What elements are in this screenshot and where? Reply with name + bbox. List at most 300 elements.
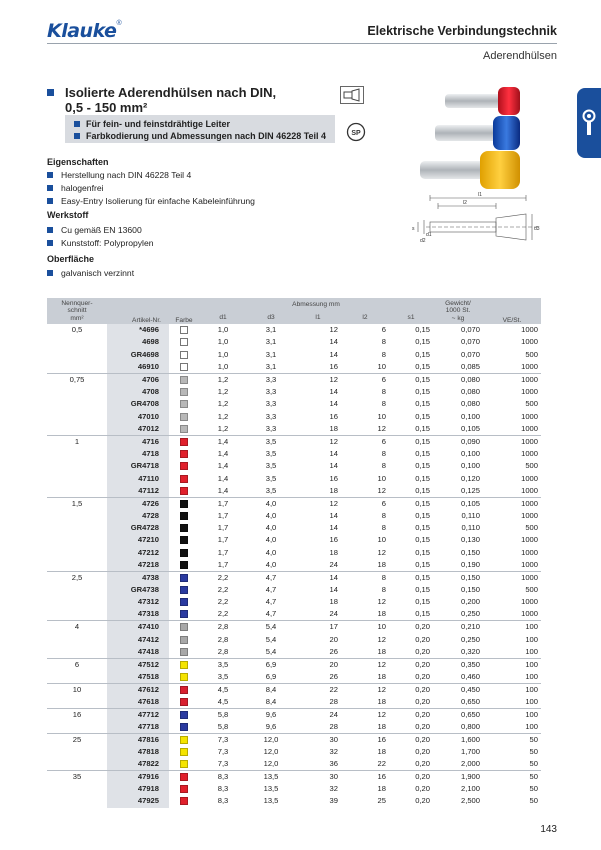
s1-cell: 0,20 [415, 671, 430, 681]
pack-cell: 50 [529, 784, 538, 794]
d1-cell: 7,3 [217, 759, 229, 769]
pack-cell: 1000 [521, 547, 538, 557]
l2-cell: 8 [381, 337, 386, 347]
article-number-cell: 47718 [107, 721, 169, 734]
s1-cell: 0,15 [415, 597, 430, 607]
article-number-cell: 4706 [107, 373, 169, 386]
weight-cell: 0,080 [433, 373, 483, 386]
list-item [47, 183, 104, 193]
page-number: 143 [540, 824, 557, 835]
d3-cell: 3,5 [265, 473, 277, 483]
d3-cell: 13,5 [263, 784, 279, 794]
l1-cell: 14 [329, 461, 338, 471]
s1-cell: 0,20 [415, 646, 430, 656]
s1-cell: 0,15 [389, 435, 433, 448]
d3-cell: 4,7 [247, 571, 295, 584]
article-number-cell: 47412 [107, 633, 169, 645]
cross-section-cell [47, 423, 107, 436]
article-number-cell: 47410 [107, 621, 169, 634]
pack-cell: 100 [483, 683, 541, 696]
cross-section-cell: 1,5 [47, 497, 107, 510]
color-cell [169, 771, 199, 784]
pack-cell: 1000 [521, 473, 538, 483]
cross-section-cell [47, 559, 107, 572]
weight-cell: 0,150 [460, 547, 480, 557]
cross-section-cell [47, 460, 107, 472]
l1-cell: 22 [295, 683, 341, 696]
d1-cell: 8,3 [199, 771, 247, 784]
l1-cell: 12 [295, 435, 341, 448]
d1-cell: 1,4 [199, 435, 247, 448]
l1-cell: 26 [329, 671, 338, 681]
color-cell [169, 584, 199, 596]
color-cell [169, 547, 199, 559]
col-header-article: Artikel-Nr. [107, 298, 169, 324]
weight-cell: 1,900 [433, 771, 483, 784]
s1-cell: 0,15 [415, 399, 430, 409]
d1-cell: 4,5 [199, 683, 247, 696]
weight-cell: 0,130 [460, 535, 480, 545]
s1-cell: 0,20 [415, 759, 430, 769]
color-cell [169, 435, 199, 448]
klauke-logo [47, 20, 122, 42]
color-swatch-icon [180, 536, 188, 544]
l2-cell: 18 [377, 646, 386, 656]
l1-cell: 14 [329, 337, 338, 347]
product-title-line2: 0,5 - 150 mm² [65, 100, 148, 115]
article-number-cell: 47822 [107, 758, 169, 771]
pack-cell: 1000 [521, 361, 538, 371]
d1-cell: 4,5 [217, 696, 229, 706]
color-swatch-icon [180, 413, 188, 421]
table-row [47, 435, 541, 448]
d3-cell: 5,4 [265, 634, 277, 644]
cross-section-cell: 0,5 [71, 325, 83, 335]
d1-cell: 3,5 [217, 671, 229, 681]
d1-cell: 8,3 [217, 796, 229, 806]
pack-cell: 100 [525, 696, 538, 706]
article-number-cell: 47418 [107, 646, 169, 659]
d1-cell: 2,2 [217, 609, 229, 619]
section-heading: Werkstoff [47, 210, 89, 220]
color-swatch-icon [180, 574, 188, 582]
l2-cell: 22 [377, 759, 386, 769]
article-number-cell: 47618 [107, 696, 169, 709]
article-number-cell: GR4738 [107, 584, 169, 596]
l1-cell: 14 [329, 387, 338, 397]
color-swatch-icon [180, 388, 188, 396]
pack-cell: 1000 [521, 510, 538, 520]
cable-lug-icon [581, 109, 597, 137]
color-cell [169, 571, 199, 584]
article-number-cell: 4716 [107, 435, 169, 448]
l2-cell: 12 [377, 423, 386, 433]
l1-cell: 12 [295, 373, 341, 386]
s1-cell: 0,20 [415, 634, 430, 644]
pack-cell: 50 [529, 796, 538, 806]
color-cell [169, 336, 199, 348]
color-cell [169, 683, 199, 696]
d1-cell: 3,5 [199, 658, 247, 671]
pack-cell: 500 [525, 585, 538, 594]
bullet-square-icon [47, 270, 53, 276]
list-item-text: Herstellung nach DIN 46228 Teil 4 [61, 170, 192, 180]
article-number-cell: 47318 [107, 608, 169, 621]
table-row [47, 721, 541, 734]
table-row [47, 559, 541, 572]
pack-cell: 50 [529, 759, 538, 769]
table-row [47, 708, 541, 721]
d3-cell: 3,3 [265, 423, 277, 433]
d1-cell: 1,7 [217, 547, 229, 557]
cross-section-cell [47, 646, 107, 659]
pack-cell: 1000 [483, 571, 541, 584]
l2-cell: 6 [341, 373, 389, 386]
l2-cell: 12 [377, 547, 386, 557]
highlight-text: Farbkodierung und Abmessungen nach DIN 46228 Teil 4 [86, 131, 327, 141]
l2-cell: 25 [377, 796, 386, 806]
d3-cell: 3,3 [265, 387, 277, 397]
d1-cell: 1,2 [217, 387, 229, 397]
color-cell [169, 472, 199, 484]
weight-cell: 0,250 [460, 609, 480, 619]
table-row [47, 696, 541, 709]
cross-section-cell [47, 510, 107, 522]
cross-section-cell [47, 783, 107, 795]
s1-cell: 0,20 [415, 696, 430, 706]
l2-cell: 18 [377, 784, 386, 794]
csa-certification-icon [346, 122, 366, 147]
color-swatch-icon [180, 711, 188, 719]
col-header-d3: d3 [247, 311, 295, 324]
cross-section-cell [47, 584, 107, 596]
s1-cell: 0,20 [389, 683, 433, 696]
l1-cell: 16 [329, 361, 338, 371]
l2-cell: 12 [377, 597, 386, 607]
color-swatch-icon [180, 760, 188, 768]
l1-cell: 12 [295, 497, 341, 510]
highlight-box [65, 115, 335, 143]
l1-cell: 30 [295, 733, 341, 746]
bullet-square-icon [47, 240, 53, 246]
d3-cell: 3,3 [247, 373, 295, 386]
pack-cell: 1000 [483, 373, 541, 386]
article-number-cell: 4718 [107, 448, 169, 460]
d3-cell: 9,6 [265, 721, 277, 731]
brand-name: Klauke [47, 20, 117, 42]
color-swatch-icon [180, 438, 188, 446]
cross-section-cell [47, 349, 107, 361]
color-cell [169, 398, 199, 410]
s1-cell: 0,20 [415, 721, 430, 731]
list-item [47, 268, 134, 278]
d3-cell: 13,5 [247, 771, 295, 784]
cross-section-cell: 25 [47, 733, 107, 746]
weight-cell: 1,700 [460, 746, 480, 756]
col-header-s1: s1 [389, 311, 433, 324]
s1-cell: 0,15 [415, 411, 430, 421]
d3-cell: 4,7 [265, 597, 277, 607]
d3-cell: 4,0 [265, 510, 277, 520]
d1-cell: 1,7 [217, 535, 229, 545]
list-item-text: Cu gemäß EN 13600 [61, 225, 142, 235]
drawing-label-s: s [412, 226, 415, 232]
highlight-text: Für fein- und feinstdrähtige Leiter [86, 119, 231, 129]
color-swatch-icon [180, 500, 188, 508]
d1-cell: 2,2 [217, 585, 229, 594]
col-header-weight: Gewicht/ 1000 St. ~ kg [433, 298, 483, 324]
d1-cell: 7,3 [217, 746, 229, 756]
table-row [47, 584, 541, 596]
table-row [47, 423, 541, 436]
l2-cell: 6 [341, 497, 389, 510]
l1-cell: 14 [329, 510, 338, 520]
d1-cell: 1,0 [217, 349, 229, 359]
d3-cell: 3,1 [265, 325, 277, 335]
weight-cell: 2,100 [460, 784, 480, 794]
color-swatch-icon [180, 425, 188, 433]
weight-cell: 0,105 [433, 497, 483, 510]
article-number-cell: 47712 [107, 708, 169, 721]
color-cell [169, 733, 199, 746]
color-cell [169, 386, 199, 398]
section-heading: Eigenschaften [47, 157, 109, 167]
drawing-label-d2: d2 [420, 238, 426, 244]
weight-cell: 0,650 [460, 696, 480, 706]
color-cell [169, 361, 199, 374]
cross-section-cell: 1 [47, 435, 107, 448]
d1-cell: 1,4 [217, 448, 229, 458]
article-number-cell: GR4728 [107, 522, 169, 534]
list-item-text: Easy-Entry Isolierung für einfache Kabeleinführung [61, 196, 255, 206]
cross-section-cell [47, 758, 107, 771]
d3-cell: 12,0 [247, 733, 295, 746]
pack-cell: 100 [525, 671, 538, 681]
ferrule-symbol-icon [340, 86, 364, 104]
table-row [47, 733, 541, 746]
color-swatch-icon [180, 636, 188, 644]
pack-cell: 1000 [483, 497, 541, 510]
s1-cell: 0,15 [415, 547, 430, 557]
pack-cell: 100 [483, 658, 541, 671]
d1-cell: 1,7 [217, 523, 229, 533]
s1-cell: 0,15 [415, 585, 430, 594]
s1-cell: 0,15 [415, 423, 430, 433]
weight-cell: 0,460 [460, 671, 480, 681]
l2-cell: 8 [381, 523, 386, 533]
cross-section-cell [47, 547, 107, 559]
cross-section-cell: 0,75 [47, 373, 107, 386]
color-swatch-icon [180, 338, 188, 346]
weight-cell: 0,100 [460, 461, 480, 471]
weight-cell: 2,500 [460, 796, 480, 806]
table-row [47, 671, 541, 684]
drawing-label-l1: l1 [478, 192, 482, 198]
weight-cell: 0,085 [460, 361, 480, 371]
color-swatch-icon [180, 376, 188, 384]
title-bullet-icon [47, 89, 54, 96]
s1-cell: 0,15 [415, 485, 430, 495]
col-header-l1: l1 [295, 311, 341, 324]
d1-cell: 1,0 [217, 337, 229, 347]
l1-cell: 14 [329, 349, 338, 359]
d3-cell: 3,1 [265, 349, 277, 359]
article-number-cell: 4728 [107, 510, 169, 522]
color-swatch-icon [180, 610, 188, 618]
l2-cell: 8 [381, 510, 386, 520]
article-number-cell: 47818 [107, 746, 169, 758]
weight-cell: 0,320 [460, 646, 480, 656]
pack-cell: 1000 [521, 325, 538, 335]
d3-cell: 3,5 [265, 448, 277, 458]
table-row [47, 510, 541, 522]
cross-section-cell [47, 795, 107, 807]
cross-section-cell [47, 448, 107, 460]
s1-cell: 0,20 [389, 771, 433, 784]
color-swatch-icon [180, 661, 188, 669]
bullet-square-icon [74, 133, 80, 139]
d3-cell: 6,9 [265, 671, 277, 681]
list-item [47, 196, 255, 206]
article-number-cell: 47512 [107, 658, 169, 671]
pack-cell: 1000 [521, 485, 538, 495]
color-cell [169, 349, 199, 361]
pack-cell: 500 [525, 349, 538, 359]
article-number-cell: 47925 [107, 795, 169, 807]
table-body [47, 324, 541, 808]
s1-cell: 0,15 [415, 325, 430, 335]
weight-cell: 0,800 [460, 721, 480, 731]
color-swatch-icon [180, 623, 188, 631]
l1-cell: 14 [329, 448, 338, 458]
l2-cell: 8 [341, 571, 389, 584]
bullet-square-icon [47, 227, 53, 233]
s1-cell: 0,15 [415, 523, 430, 533]
weight-cell: 0,210 [433, 621, 483, 634]
color-swatch-icon [180, 351, 188, 359]
color-cell [169, 608, 199, 621]
article-number-cell: GR4708 [107, 398, 169, 410]
list-item [47, 225, 142, 235]
color-swatch-icon [180, 797, 188, 805]
article-number-cell: GR4718 [107, 460, 169, 472]
color-swatch-icon [180, 462, 188, 470]
l1-cell: 16 [329, 473, 338, 483]
l2-cell: 8 [381, 399, 386, 409]
l2-cell: 12 [377, 485, 386, 495]
l1-cell: 18 [329, 547, 338, 557]
cross-section-cell [47, 608, 107, 621]
d1-cell: 1,2 [217, 423, 229, 433]
color-cell [169, 559, 199, 572]
color-cell [169, 658, 199, 671]
l2-cell: 8 [381, 461, 386, 471]
color-swatch-icon [180, 736, 188, 744]
cross-section-cell: 2,5 [47, 571, 107, 584]
color-cell [169, 534, 199, 546]
l2-cell: 18 [377, 721, 386, 731]
article-number-cell: 47518 [107, 671, 169, 684]
d1-cell: 7,3 [199, 733, 247, 746]
table-row [47, 324, 541, 336]
color-swatch-icon [180, 326, 188, 334]
pack-cell: 50 [483, 771, 541, 784]
d1-cell: 1,4 [217, 473, 229, 483]
d3-cell: 3,3 [265, 411, 277, 421]
l1-cell: 32 [329, 746, 338, 756]
table-row [47, 658, 541, 671]
weight-cell: 0,200 [460, 597, 480, 607]
d3-cell: 4,0 [265, 547, 277, 557]
weight-cell: 0,250 [460, 634, 480, 644]
l2-cell: 8 [381, 349, 386, 359]
s1-cell: 0,15 [415, 473, 430, 483]
d3-cell: 5,4 [247, 621, 295, 634]
s1-cell: 0,20 [389, 621, 433, 634]
drawing-label-d3: d3 [534, 226, 540, 232]
weight-cell: 0,080 [460, 399, 480, 409]
color-swatch-icon [180, 549, 188, 557]
s1-cell: 0,20 [415, 796, 430, 806]
s1-cell: 0,15 [389, 497, 433, 510]
article-number-cell: 4708 [107, 386, 169, 398]
table-row [47, 410, 541, 422]
d3-cell: 4,0 [247, 497, 295, 510]
weight-cell: 0,150 [460, 585, 480, 594]
color-cell [169, 621, 199, 634]
d1-cell: 5,8 [217, 721, 229, 731]
article-number-cell: 47312 [107, 596, 169, 608]
color-cell [169, 522, 199, 534]
cross-section-cell: 16 [47, 708, 107, 721]
table-row [47, 571, 541, 584]
l2-cell: 18 [377, 671, 386, 681]
color-swatch-icon [180, 673, 188, 681]
s1-cell: 0,15 [389, 373, 433, 386]
d3-cell: 3,1 [265, 361, 277, 371]
color-swatch-icon [180, 686, 188, 694]
cross-section-cell [47, 410, 107, 422]
l1-cell: 18 [329, 423, 338, 433]
color-cell [169, 646, 199, 659]
article-number-cell: GR4698 [107, 349, 169, 361]
d1-cell: 1,7 [217, 559, 229, 569]
color-swatch-icon [180, 512, 188, 520]
d3-cell: 13,5 [263, 796, 279, 806]
cross-section-cell [47, 596, 107, 608]
table-row [47, 522, 541, 534]
s1-cell: 0,15 [415, 361, 430, 371]
d1-cell: 1,7 [199, 497, 247, 510]
d3-cell: 8,4 [265, 696, 277, 706]
l1-cell: 14 [295, 571, 341, 584]
l1-cell: 16 [329, 535, 338, 545]
s1-cell: 0,20 [415, 784, 430, 794]
weight-cell: 0,105 [460, 423, 480, 433]
l1-cell: 26 [329, 646, 338, 656]
d3-cell: 4,7 [265, 585, 277, 594]
color-swatch-icon [180, 487, 188, 495]
article-number-cell: 47918 [107, 783, 169, 795]
table-row [47, 795, 541, 807]
weight-cell: 0,450 [433, 683, 483, 696]
s1-cell: 0,15 [415, 535, 430, 545]
color-cell [169, 497, 199, 510]
section-heading: Oberfläche [47, 254, 95, 264]
weight-cell: 0,120 [460, 473, 480, 483]
cross-section-cell [47, 721, 107, 734]
d3-cell: 5,4 [265, 646, 277, 656]
